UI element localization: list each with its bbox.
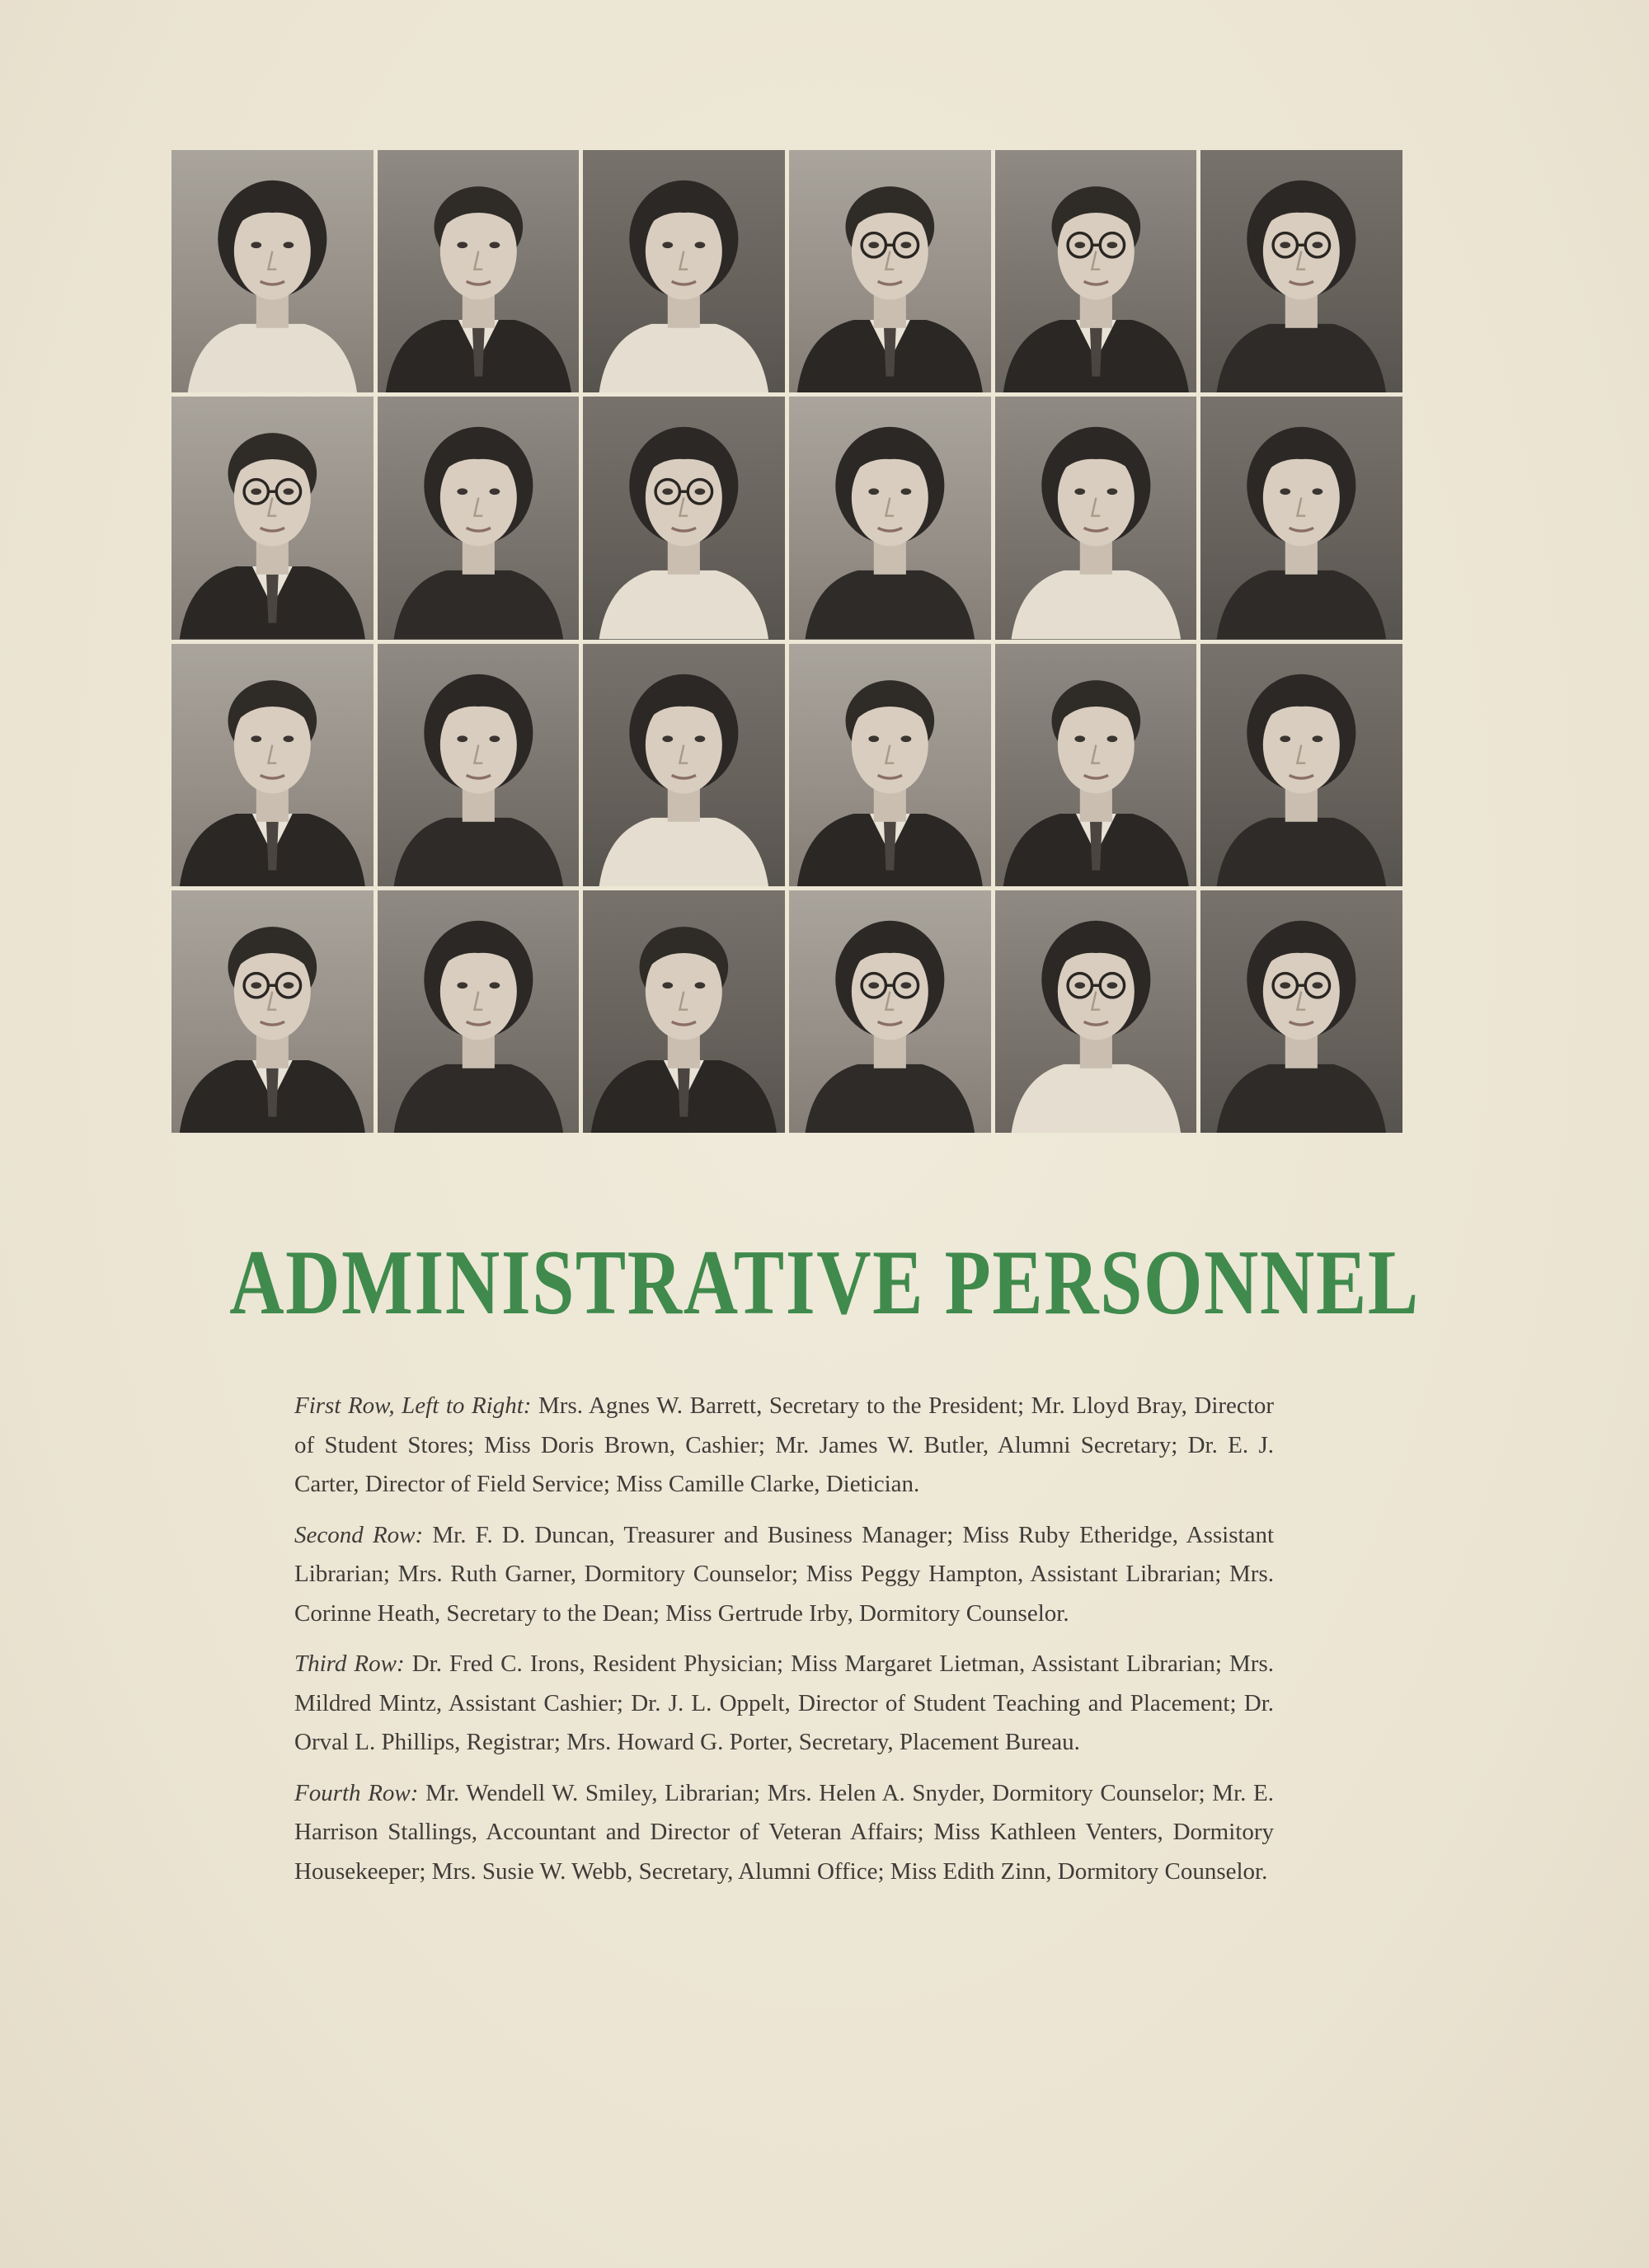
caption-row-2 [294,1516,1274,1634]
portrait-photo [995,890,1197,1133]
portrait-photo [995,150,1197,392]
portrait-photo [583,644,785,886]
portrait-photo [1200,644,1402,886]
caption-block [294,1387,1274,1903]
page-title: ADMINISTRATIVE PERSONNEL [229,1232,1420,1334]
caption-row-label: Fourth Row: [294,1779,419,1806]
portrait-photo [789,150,991,392]
portrait-photo [171,644,373,886]
portrait-photo [1200,397,1402,639]
portrait-photo [583,890,785,1133]
caption-row-4 [294,1774,1274,1892]
portrait-photo [171,397,373,639]
portrait-photo [171,890,373,1133]
portrait-photo [171,150,373,392]
caption-row-text: Mr. F. D. Duncan, Treasurer and Business Manager; Miss Ruby Etheridge, Assistant Librarian; Mrs. Ruth Garner, Dormitory Counselor; Miss Peggy Hampton, Assistant Librarian; Mrs. Corinne Heath, Secretary to the Dean; Miss Gertrude Irby, Dormitory Counselor. [294,1521,1274,1627]
caption-row-3 [294,1645,1274,1763]
caption-row-1 [294,1387,1274,1505]
portrait-grid [171,150,1402,1133]
portrait-photo [378,890,580,1133]
caption-row-text: Mr. Wendell W. Smiley, Librarian; Mrs. Helen A. Snyder, Dormitory Counselor; Mr. E. Harrison Stallings, Accountant and Director of Veteran Affairs; Miss Kathleen Venters, Dormitory Housekeeper; Mrs. Susie W. Webb, Secretary, Alumni Office; Miss Edith Zinn, Dormitory Counselor. [294,1779,1274,1885]
portrait-photo [995,397,1197,639]
caption-row-label: Third Row: [294,1651,405,1677]
caption-row-label: Second Row: [294,1521,424,1548]
portrait-photo [378,644,580,886]
portrait-photo [995,644,1197,886]
portrait-photo [1200,890,1402,1133]
portrait-photo [378,150,580,392]
portrait-photo [378,397,580,639]
portrait-photo [583,150,785,392]
caption-row-text: Dr. Fred C. Irons, Resident Physician; Miss Margaret Lietman, Assistant Librarian; Mrs. Mildred Mintz, Assistant Cashier; Dr. J. L. Oppelt, Director of Student Teaching and Placement; Dr. Orval L. Phillips, Registrar; Mrs. Howard G. Porter, Secretary, Placement Bureau. [294,1651,1275,1755]
portrait-photo [789,644,991,886]
caption-row-text: Mrs. Agnes W. Barrett, Secretary to the President; Mr. Lloyd Bray, Director of Student Stores; Miss Doris Brown, Cashier; Mr. James W. Butler, Alumni Secretary; Dr. E. J. Carter, Director of Field Service; Miss Camille Clarke, Dietician. [294,1392,1274,1497]
caption-row-label: First Row, Left to Right: [294,1392,532,1419]
portrait-photo [789,890,991,1133]
portrait-photo [583,397,785,639]
portrait-photo [1200,150,1402,392]
portrait-photo [789,397,991,639]
